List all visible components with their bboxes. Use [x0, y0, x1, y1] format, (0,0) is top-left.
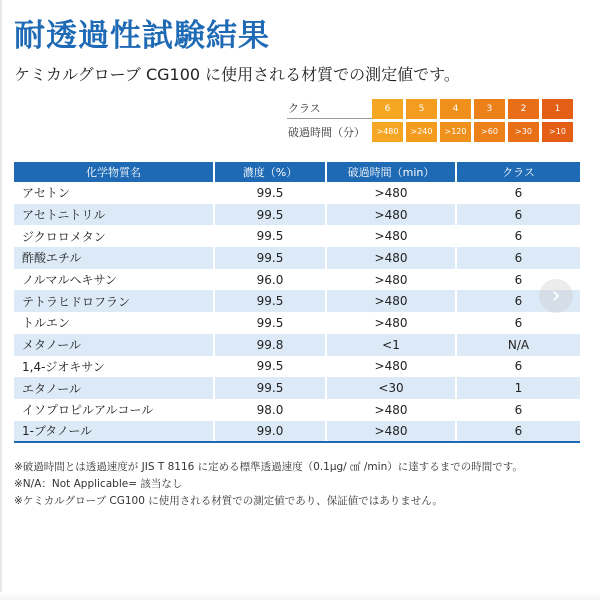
- legend-time-cells: [372, 122, 573, 142]
- table-row: [14, 421, 580, 443]
- breakthrough-time-cell: <1: [326, 334, 456, 356]
- footnotes: [14, 459, 523, 510]
- concentration-cell: 99.8: [214, 334, 326, 356]
- page-title: 耐透過性試験結果: [14, 18, 270, 54]
- concentration-cell: 99.5: [214, 182, 326, 204]
- legend-time-row: [287, 122, 573, 142]
- class-cell: 6: [456, 204, 580, 226]
- class-legend: [287, 99, 573, 142]
- legend-class-cell: 6: [372, 99, 403, 119]
- table-row: [14, 247, 580, 269]
- legend-class-cell: 4: [440, 99, 471, 119]
- breakthrough-time-cell: >480: [326, 247, 456, 269]
- table-row: [14, 225, 580, 247]
- chemical-name-cell: トルエン: [14, 312, 214, 334]
- legend-class-label: クラス: [287, 99, 372, 119]
- chemical-name-cell: 1-ブタノール: [14, 421, 214, 443]
- legend-time-cell: >10: [542, 122, 573, 142]
- breakthrough-time-cell: >480: [326, 269, 456, 291]
- class-cell: 6: [456, 421, 580, 443]
- legend-class-row: [287, 99, 573, 119]
- chevron-right-icon[interactable]: ›: [539, 279, 573, 313]
- class-cell: 6: [456, 356, 580, 378]
- concentration-cell: 98.0: [214, 399, 326, 421]
- concentration-cell: 99.5: [214, 247, 326, 269]
- breakthrough-time-cell: >480: [326, 399, 456, 421]
- footnote: ※破過時間とは透過速度が JIS T 8116 に定める標準透過速度（0.1μg/ ㎠ /min）に達するまでの時間です。: [14, 461, 523, 473]
- table-row: [14, 204, 580, 226]
- legend-class-cell: 5: [406, 99, 437, 119]
- concentration-cell: 99.5: [214, 225, 326, 247]
- table-row: [14, 290, 580, 312]
- page-subtitle: ケミカルグローブ CG100 に使用される材質での測定値です。: [14, 65, 460, 84]
- class-cell: 6: [456, 399, 580, 421]
- left-border: [0, 0, 2, 600]
- table-row: [14, 356, 580, 378]
- chemical-name-cell: ノルマルヘキサン: [14, 269, 214, 291]
- column-header: 破過時間（min）: [326, 162, 456, 182]
- breakthrough-time-cell: >480: [326, 356, 456, 378]
- concentration-cell: 99.5: [214, 377, 326, 399]
- concentration-cell: 99.0: [214, 421, 326, 443]
- legend-class-cell: 3: [474, 99, 505, 119]
- legend-time-cell: >120: [440, 122, 471, 142]
- table-row: [14, 334, 580, 356]
- breakthrough-time-cell: >480: [326, 290, 456, 312]
- chemical-name-cell: アセトニトリル: [14, 204, 214, 226]
- table-header: [14, 162, 580, 182]
- concentration-cell: 99.5: [214, 204, 326, 226]
- table-row: [14, 269, 580, 291]
- class-cell: 6: [456, 247, 580, 269]
- table-row: [14, 377, 580, 399]
- chemical-name-cell: ジクロロメタン: [14, 225, 214, 247]
- breakthrough-time-cell: >480: [326, 225, 456, 247]
- concentration-cell: 99.5: [214, 312, 326, 334]
- column-header: クラス: [456, 162, 580, 182]
- column-header: 濃度（%）: [214, 162, 326, 182]
- breakthrough-time-cell: >480: [326, 182, 456, 204]
- table-row: [14, 312, 580, 334]
- legend-class-cells: [372, 99, 573, 119]
- breakthrough-time-cell: >480: [326, 204, 456, 226]
- class-cell: 6: [456, 290, 580, 312]
- chemical-name-cell: エタノール: [14, 377, 214, 399]
- class-cell: 6: [456, 225, 580, 247]
- chemical-name-cell: 1,4-ジオキサン: [14, 356, 214, 378]
- chemical-name-cell: アセトン: [14, 182, 214, 204]
- table-row: [14, 399, 580, 421]
- concentration-cell: 99.5: [214, 356, 326, 378]
- legend-time-label: 破過時間（分）: [288, 126, 365, 139]
- legend-time-cell: >30: [508, 122, 539, 142]
- chemical-name-cell: メタノール: [14, 334, 214, 356]
- chemical-name-cell: 酢酸エチル: [14, 247, 214, 269]
- class-cell: 6: [456, 269, 580, 291]
- class-cell: N/A: [456, 334, 580, 356]
- bottom-fade: [0, 592, 600, 600]
- concentration-cell: 99.5: [214, 290, 326, 312]
- legend-time-cell: >240: [406, 122, 437, 142]
- legend-class-cell: 1: [542, 99, 573, 119]
- legend-class-cell: 2: [508, 99, 539, 119]
- class-cell: 1: [456, 377, 580, 399]
- column-header: 化学物質名: [14, 162, 214, 182]
- table-row: [14, 182, 580, 204]
- class-cell: 6: [456, 182, 580, 204]
- table-header-row: [14, 162, 580, 182]
- footnote: ※N/A：Not Applicable= 該当なし: [14, 478, 183, 490]
- legend-time-cell: >60: [474, 122, 505, 142]
- breakthrough-time-cell: >480: [326, 312, 456, 334]
- class-cell: 6: [456, 312, 580, 334]
- concentration-cell: 96.0: [214, 269, 326, 291]
- footnote: ※ケミカルグローブ CG100 に使用される材質での測定値であり、保証値ではありません。: [14, 495, 443, 507]
- chemical-name-cell: テトラヒドロフラン: [14, 290, 214, 312]
- legend-time-cell: >480: [372, 122, 403, 142]
- breakthrough-time-cell: >480: [326, 421, 456, 443]
- table-body: [14, 182, 580, 442]
- breakthrough-time-cell: <30: [326, 377, 456, 399]
- chemical-name-cell: イソプロピルアルコール: [14, 399, 214, 421]
- results-table: [14, 162, 580, 443]
